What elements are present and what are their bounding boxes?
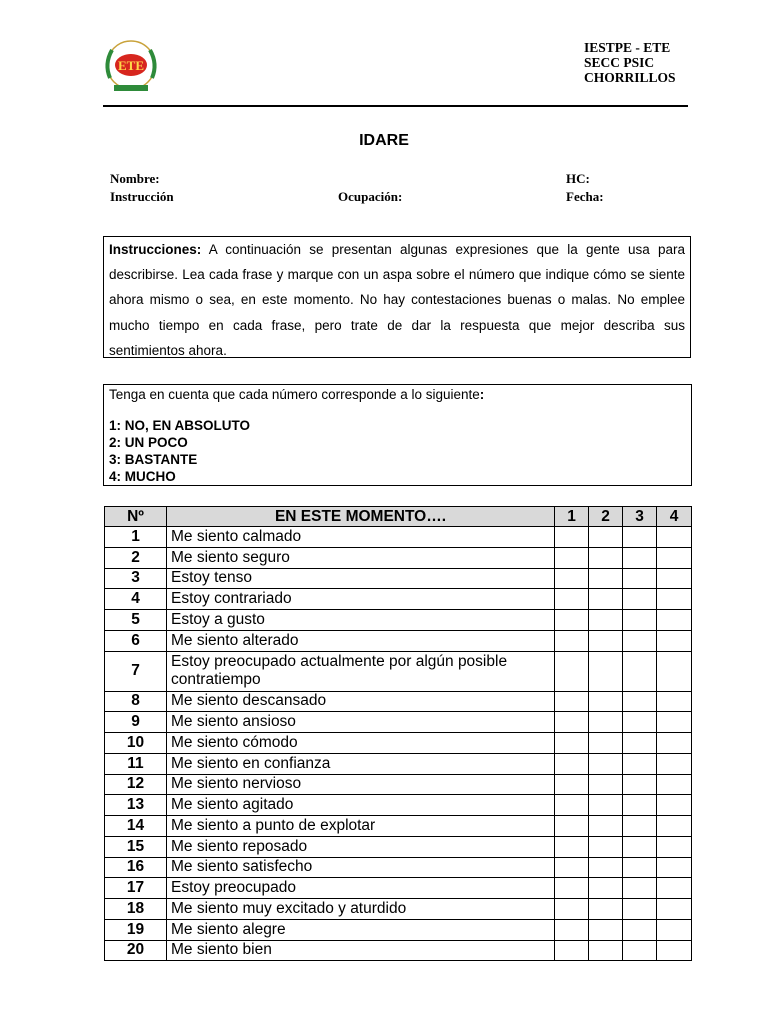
item-statement: Me siento muy excitado y aturdido: [167, 899, 555, 920]
header-option-3: 3: [623, 507, 657, 527]
item-statement: Me siento agitado: [167, 795, 555, 816]
answer-cell-4[interactable]: [657, 919, 692, 940]
instructions-label: Instrucciones:: [109, 242, 202, 257]
item-number: 19: [105, 919, 167, 940]
answer-cell-3[interactable]: [623, 899, 657, 920]
scale-options: [109, 417, 686, 485]
table-row: [105, 712, 692, 733]
table-row: [105, 940, 692, 961]
item-number: 11: [105, 753, 167, 774]
answer-cell-4[interactable]: [657, 610, 692, 631]
answer-cell-3[interactable]: [623, 878, 657, 899]
item-number: 15: [105, 836, 167, 857]
item-statement: Me siento bien: [167, 940, 555, 961]
item-number: 13: [105, 795, 167, 816]
answer-cell-4[interactable]: [657, 753, 692, 774]
answer-cell-3[interactable]: [623, 589, 657, 610]
answer-cell-3[interactable]: [623, 774, 657, 795]
header-number: Nº: [105, 507, 167, 527]
answer-cell-2[interactable]: [589, 795, 623, 816]
item-number: 8: [105, 691, 167, 712]
scale-option: 2: UN POCO: [109, 435, 188, 450]
answer-cell-2[interactable]: [589, 733, 623, 754]
answer-cell-2[interactable]: [589, 878, 623, 899]
answer-cell-2[interactable]: [589, 857, 623, 878]
answer-cell-4[interactable]: [657, 691, 692, 712]
table-row: [105, 816, 692, 837]
answer-cell-3[interactable]: [623, 610, 657, 631]
institution-logo: [100, 38, 162, 96]
answer-cell-2[interactable]: [589, 816, 623, 837]
answer-cell-4[interactable]: [657, 733, 692, 754]
item-number: 4: [105, 589, 167, 610]
table-row: [105, 899, 692, 920]
header-statement: EN ESTE MOMENTO….: [167, 507, 555, 527]
answer-cell-1[interactable]: [555, 919, 589, 940]
item-statement: Me siento alegre: [167, 919, 555, 940]
table-row: [105, 795, 692, 816]
item-statement: Me siento calmado: [167, 527, 555, 548]
answer-cell-3[interactable]: [623, 816, 657, 837]
answer-cell-1[interactable]: [555, 753, 589, 774]
item-statement: Me siento en confianza: [167, 753, 555, 774]
answer-cell-3[interactable]: [623, 527, 657, 548]
scale-intro-colon: :: [479, 387, 485, 402]
answer-cell-1[interactable]: [555, 774, 589, 795]
answer-cell-4[interactable]: [657, 651, 692, 691]
answer-cell-3[interactable]: [623, 651, 657, 691]
field-hc: HC:: [566, 171, 590, 186]
item-statement: Me siento descansado: [167, 691, 555, 712]
table-row: [105, 733, 692, 754]
item-number: 10: [105, 733, 167, 754]
answer-cell-3[interactable]: [623, 753, 657, 774]
answer-cell-4[interactable]: [657, 547, 692, 568]
table-row: [105, 857, 692, 878]
answer-cell-3[interactable]: [623, 733, 657, 754]
item-number: 9: [105, 712, 167, 733]
answer-cell-4[interactable]: [657, 774, 692, 795]
answer-cell-3[interactable]: [623, 691, 657, 712]
answer-cell-1[interactable]: [555, 527, 589, 548]
answer-cell-3[interactable]: [623, 547, 657, 568]
answer-cell-2[interactable]: [589, 527, 623, 548]
item-number: 20: [105, 940, 167, 961]
answer-cell-1[interactable]: [555, 712, 589, 733]
answer-cell-3[interactable]: [623, 568, 657, 589]
item-statement: Me siento nervioso: [167, 774, 555, 795]
item-statement: Me siento seguro: [167, 547, 555, 568]
answer-cell-4[interactable]: [657, 589, 692, 610]
item-number: 18: [105, 899, 167, 920]
item-number: 5: [105, 610, 167, 631]
answer-cell-1[interactable]: [555, 878, 589, 899]
answer-cell-4[interactable]: [657, 795, 692, 816]
answer-cell-4[interactable]: [657, 568, 692, 589]
item-statement: Me siento satisfecho: [167, 857, 555, 878]
answer-cell-3[interactable]: [623, 795, 657, 816]
item-number: 1: [105, 527, 167, 548]
item-number: 7: [105, 651, 167, 691]
answer-cell-2[interactable]: [589, 712, 623, 733]
instructions-box: [103, 236, 691, 358]
answer-cell-3[interactable]: [623, 630, 657, 651]
item-statement: Estoy tenso: [167, 568, 555, 589]
field-ocupacion: Ocupación:: [338, 189, 403, 204]
answer-cell-2[interactable]: [589, 919, 623, 940]
answer-cell-1[interactable]: [555, 836, 589, 857]
answer-cell-4[interactable]: [657, 857, 692, 878]
item-statement: Me siento alterado: [167, 630, 555, 651]
answer-cell-4[interactable]: [657, 816, 692, 837]
answer-cell-1[interactable]: [555, 547, 589, 568]
answer-cell-2[interactable]: [589, 753, 623, 774]
answer-cell-3[interactable]: [623, 940, 657, 961]
scale-option: 3: BASTANTE: [109, 452, 198, 467]
answer-cell-1[interactable]: [555, 857, 589, 878]
item-statement: Estoy a gusto: [167, 610, 555, 631]
page-title: IDARE: [359, 132, 409, 149]
answer-cell-2[interactable]: [589, 630, 623, 651]
field-instruccion: Instrucción: [110, 189, 174, 204]
item-statement: Estoy preocupado actualmente por algún posible contratiempo: [167, 651, 555, 691]
field-fecha: Fecha:: [566, 189, 604, 204]
item-number: 6: [105, 630, 167, 651]
answer-cell-3[interactable]: [623, 857, 657, 878]
scale-intro: [109, 386, 686, 404]
answer-cell-2[interactable]: [589, 836, 623, 857]
answer-cell-4[interactable]: [657, 836, 692, 857]
item-number: 14: [105, 816, 167, 837]
item-number: 17: [105, 878, 167, 899]
answer-cell-4[interactable]: [657, 899, 692, 920]
answer-cell-2[interactable]: [589, 547, 623, 568]
answer-cell-3[interactable]: [623, 712, 657, 733]
table-row: [105, 753, 692, 774]
answer-cell-4[interactable]: [657, 527, 692, 548]
answer-cell-2[interactable]: [589, 651, 623, 691]
table-row: [105, 919, 692, 940]
institution-line: CHORRILLOS: [584, 70, 676, 85]
table-row: [105, 651, 692, 691]
table-row: [105, 610, 692, 631]
header-option-2: 2: [589, 507, 623, 527]
answer-cell-1[interactable]: [555, 610, 589, 631]
institution-block: [584, 40, 676, 85]
answer-cell-1[interactable]: [555, 899, 589, 920]
answer-cell-4[interactable]: [657, 630, 692, 651]
scale-option: 4: MUCHO: [109, 469, 176, 484]
answer-cell-1[interactable]: [555, 651, 589, 691]
field-nombre: Nombre:: [110, 171, 160, 186]
answer-cell-2[interactable]: [589, 899, 623, 920]
table-row: [105, 527, 692, 548]
item-number: 2: [105, 547, 167, 568]
answer-cell-1[interactable]: [555, 733, 589, 754]
answer-cell-1[interactable]: [555, 630, 589, 651]
table-row: [105, 568, 692, 589]
table-row: [105, 878, 692, 899]
header-rule: [103, 105, 688, 107]
answer-cell-3[interactable]: [623, 836, 657, 857]
item-statement: Me siento cómodo: [167, 733, 555, 754]
answer-cell-1[interactable]: [555, 816, 589, 837]
table-row: [105, 774, 692, 795]
institution-line: SECC PSIC: [584, 55, 655, 70]
answer-cell-4[interactable]: [657, 712, 692, 733]
answer-cell-4[interactable]: [657, 940, 692, 961]
answer-cell-2[interactable]: [589, 774, 623, 795]
answer-cell-2[interactable]: [589, 568, 623, 589]
item-number: 16: [105, 857, 167, 878]
answer-cell-1[interactable]: [555, 940, 589, 961]
answer-cell-2[interactable]: [589, 589, 623, 610]
answer-cell-1[interactable]: [555, 589, 589, 610]
header-option-1: 1: [555, 507, 589, 527]
item-statement: Estoy contrariado: [167, 589, 555, 610]
item-statement: Estoy preocupado: [167, 878, 555, 899]
answer-cell-2[interactable]: [589, 691, 623, 712]
item-number: 3: [105, 568, 167, 589]
header-option-4: 4: [657, 507, 692, 527]
scale-intro-text: Tenga en cuenta que cada número corresponde a lo siguiente: [109, 387, 480, 402]
table-row: [105, 589, 692, 610]
answer-cell-1[interactable]: [555, 795, 589, 816]
table-row: [105, 836, 692, 857]
table-row: [105, 630, 692, 651]
answer-cell-2[interactable]: [589, 610, 623, 631]
instructions-text: A continuación se presentan algunas expresiones que la gente usa para describirse. Lea cada frase y marque con un aspa sobre el número que indique cómo se siente ahora mismo o sea, en este momento. No hay contestaciones buenas o malas. No emplee mucho tiempo en cada frase, pero trate de dar la respuesta que mejor describa sus sentimientos ahora.: [109, 242, 685, 358]
answer-cell-2[interactable]: [589, 940, 623, 961]
institution-line: IESTPE - ETE: [584, 40, 671, 55]
questionnaire-table: [104, 506, 692, 961]
answer-cell-4[interactable]: [657, 878, 692, 899]
table-row: [105, 547, 692, 568]
item-statement: Me siento a punto de explotar: [167, 816, 555, 837]
item-statement: Me siento ansioso: [167, 712, 555, 733]
scale-box: [103, 384, 692, 486]
questionnaire-rows: [105, 527, 692, 961]
answer-cell-1[interactable]: [555, 568, 589, 589]
table-row: [105, 691, 692, 712]
item-number: 12: [105, 774, 167, 795]
item-statement: Me siento reposado: [167, 836, 555, 857]
logo-lettering: ETE: [117, 58, 145, 73]
answer-cell-1[interactable]: [555, 691, 589, 712]
answer-cell-3[interactable]: [623, 919, 657, 940]
scale-option: 1: NO, EN ABSOLUTO: [109, 418, 251, 433]
